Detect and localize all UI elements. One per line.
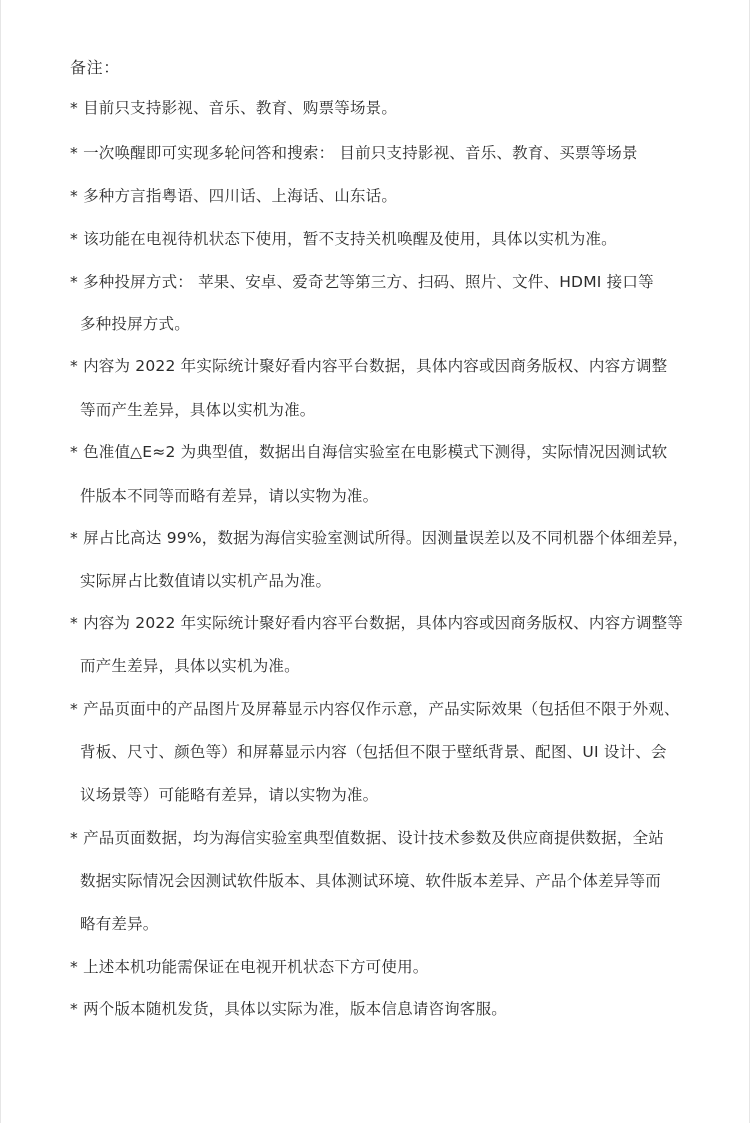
note-line: 略有差异。 bbox=[80, 915, 159, 933]
notes-heading: 备注： bbox=[70, 58, 120, 77]
note-line: * 上述本机功能需保证在电视开机状态下方可使用。 bbox=[70, 958, 429, 976]
note-line: * 产品页面中的产品图片及屏幕显示内容仅作示意，产品实际效果（包括但不限于外观、 bbox=[70, 700, 680, 718]
note-line: * 屏占比高达 99%，数据为海信实验室测试所得。因测量误差以及不同机器个体细差异， bbox=[70, 529, 689, 547]
note-line: 件版本不同等而略有差异，请以实物为准。 bbox=[80, 487, 379, 505]
note-line: 议场景等）可能略有差异，请以实物为准。 bbox=[80, 786, 379, 804]
note-line: 背板、尺寸、颜色等）和屏幕显示内容（包括但不限于壁纸背景、配图、UI 设计、会 bbox=[80, 743, 667, 761]
note-line: 等而产生差异，具体以实机为准。 bbox=[80, 401, 316, 419]
note-line: 实际屏占比数值请以实机产品为准。 bbox=[80, 572, 332, 590]
note-line: * 多种投屏方式： 苹果、安卓、爱奇艺等第三方、扫码、照片、文件、HDMI 接口等 bbox=[70, 273, 654, 291]
note-line: * 内容为 2022 年实际统计聚好看内容平台数据，具体内容或因商务版权、内容方调整 bbox=[70, 357, 668, 375]
note-line: * 目前只支持影视、音乐、教育、购票等场景。 bbox=[70, 99, 398, 117]
note-line: * 该功能在电视待机状态下使用，暂不支持关机唤醒及使用，具体以实机为准。 bbox=[70, 230, 617, 248]
note-line: 而产生差异，具体以实机为准。 bbox=[80, 657, 300, 675]
note-line: 数据实际情况会因测试软件版本、具体测试环境、软件版本差异、产品个体差异等而 bbox=[80, 872, 661, 890]
note-line: * 一次唤醒即可实现多轮问答和搜索： 目前只支持影视、音乐、教育、买票等场景 bbox=[70, 144, 638, 162]
note-line: * 多种方言指粤语、四川话、上海话、山东话。 bbox=[70, 187, 398, 205]
note-line: * 内容为 2022 年实际统计聚好看内容平台数据，具体内容或因商务版权、内容方调整等 bbox=[70, 614, 684, 632]
note-line: * 两个版本随机发货，具体以实际为准，版本信息请咨询客服。 bbox=[70, 1000, 507, 1018]
note-line: 多种投屏方式。 bbox=[80, 315, 190, 333]
note-line: * 产品页面数据，均为海信实验室典型值数据、设计技术参数及供应商提供数据，全站 bbox=[70, 829, 664, 847]
note-line: * 色准值△E≈2 为典型值，数据出自海信实验室在电影模式下测得，实际情况因测试软 bbox=[70, 443, 668, 461]
